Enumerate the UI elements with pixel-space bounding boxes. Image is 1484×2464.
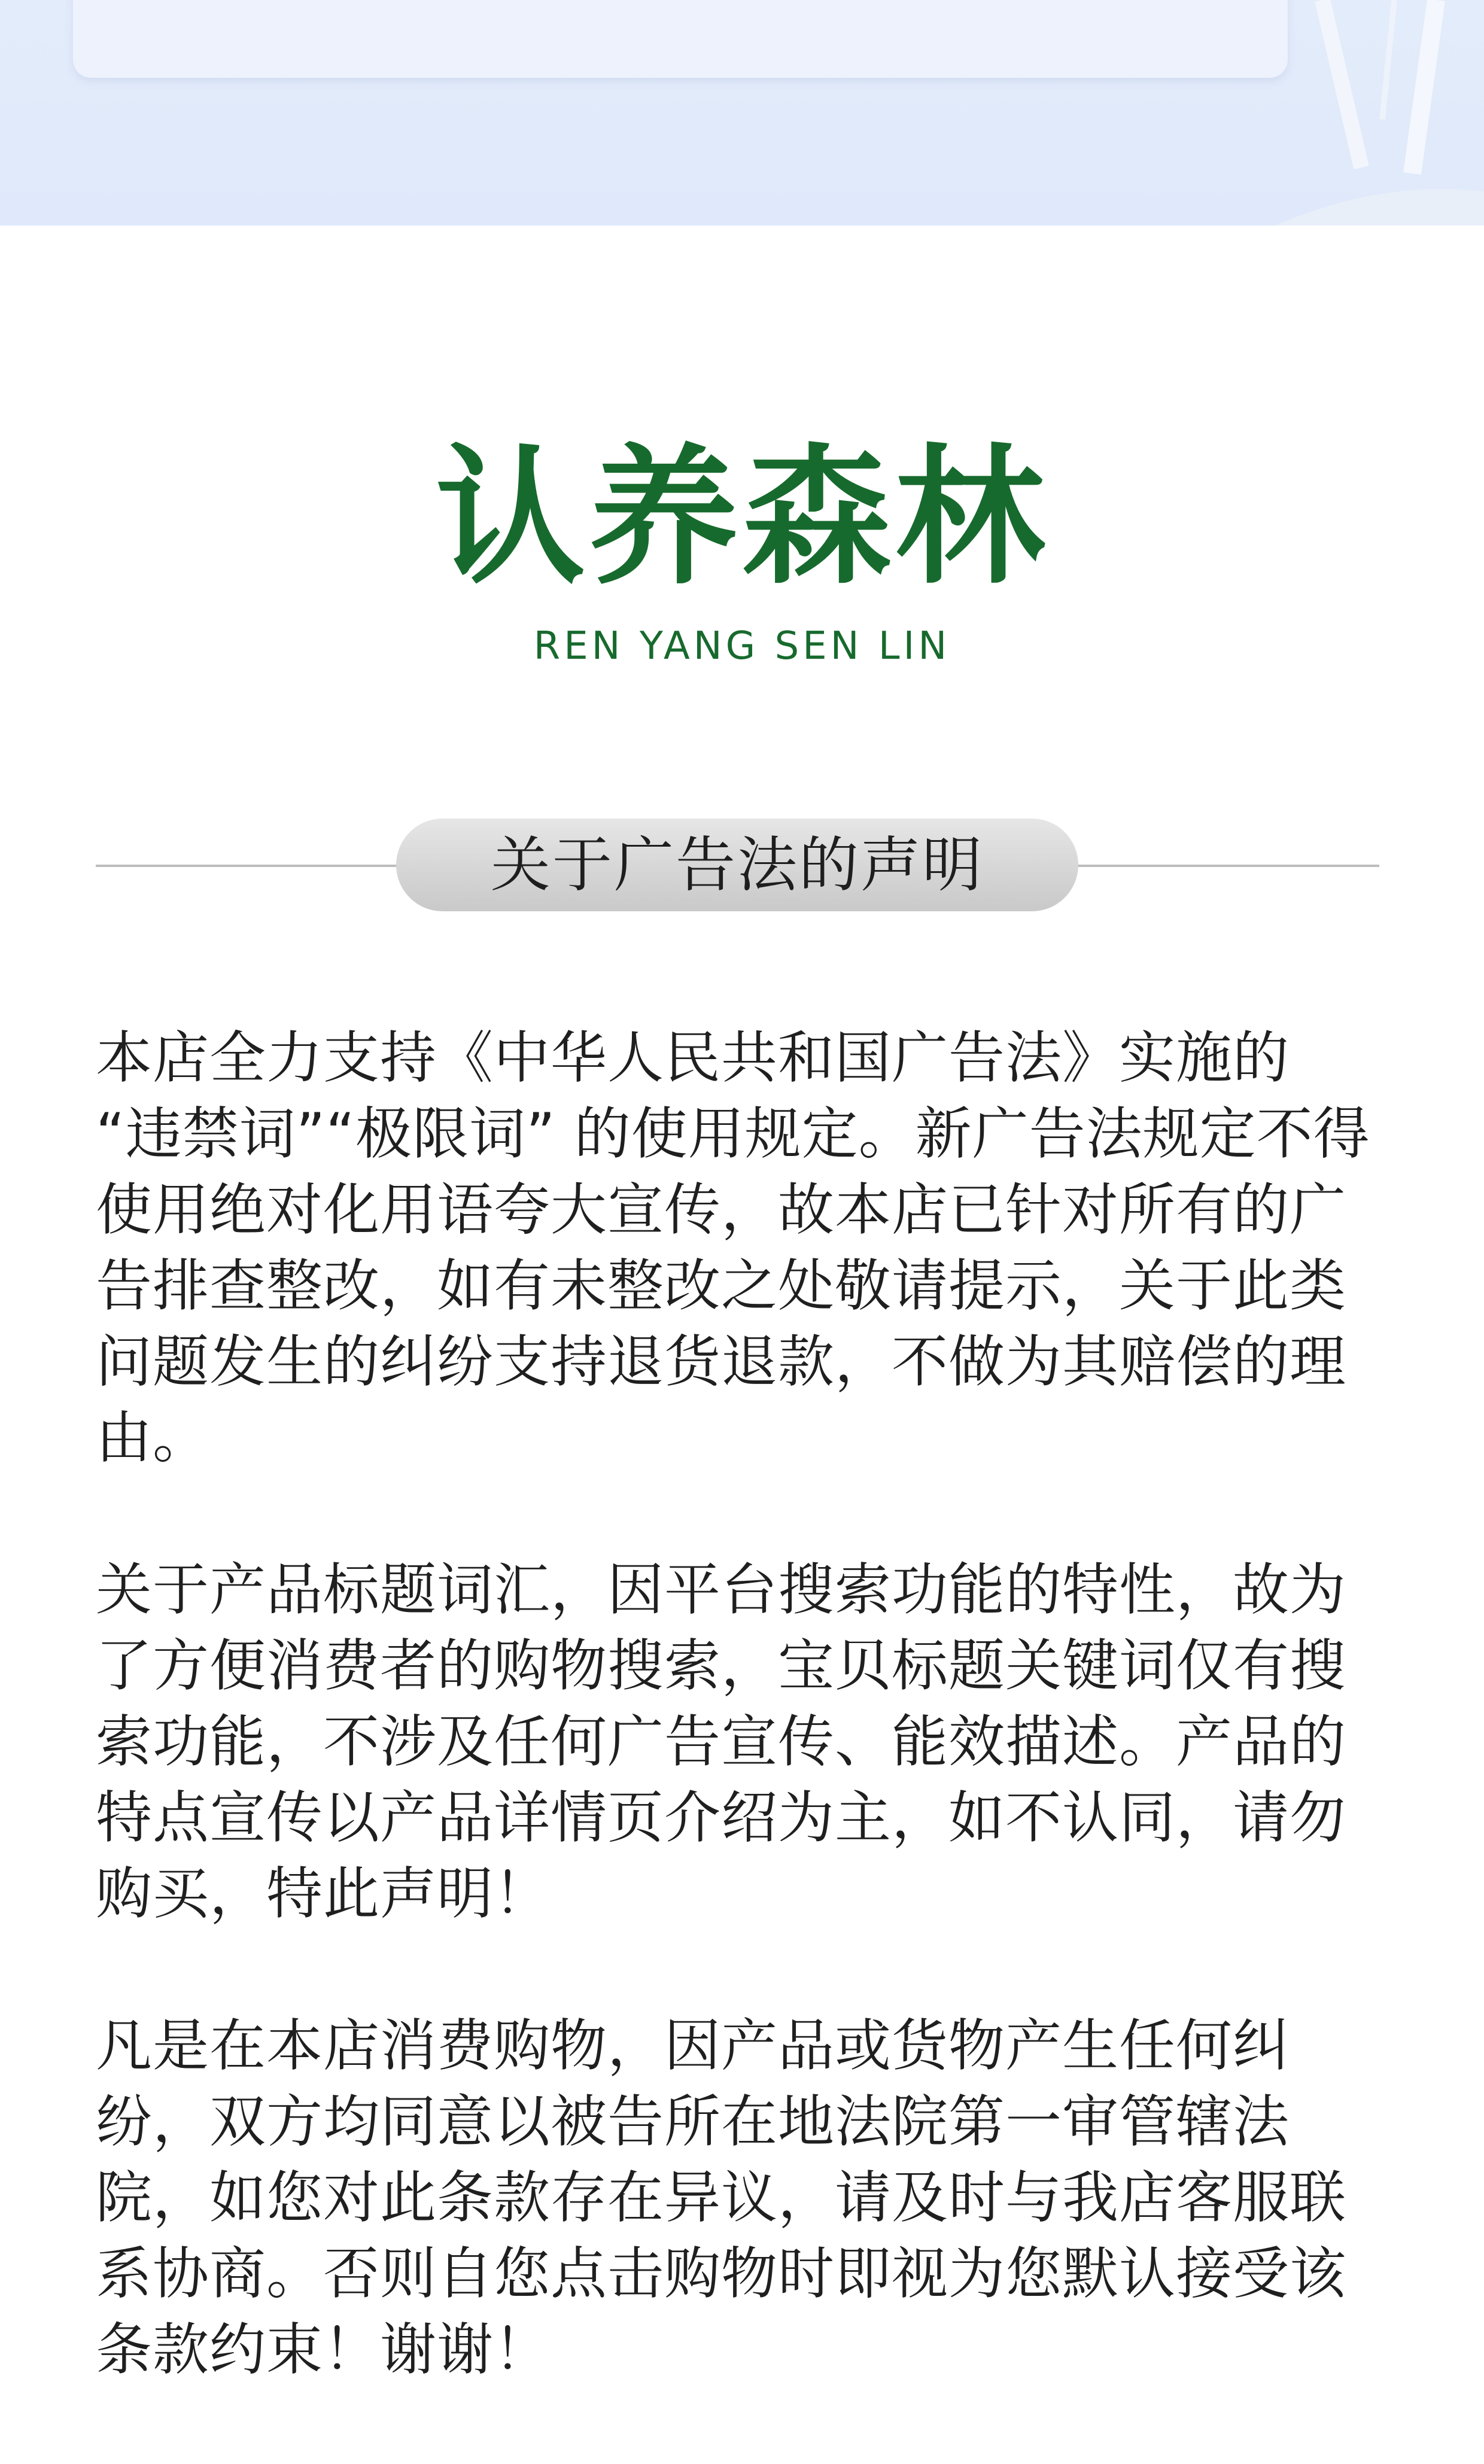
section-header <box>96 819 1379 911</box>
brand-name-en: REN YANG SEN LIN <box>533 624 951 668</box>
declaration-body <box>96 1020 1388 2464</box>
banner-decoration <box>1233 0 1484 226</box>
brand-logo <box>0 430 1484 668</box>
section-title: 关于广告法的声明 <box>396 819 1078 911</box>
banner-panel <box>73 0 1288 78</box>
top-banner <box>0 0 1484 226</box>
brand-name-cn: 认养森林 <box>436 430 1048 604</box>
paragraph-title-keywords: 关于产品标题词汇，因平台搜索功能的特性，故为了方便消费者的购物搜索，宝贝标题关键词仅有搜索功能，不涉及任何广告宣传、能效描述。产品的特点宣传以产品详情页介绍为主，如不认同，请勿购买，特此声明！ <box>96 1558 1347 1927</box>
paragraph-dispute-jurisdiction: 凡是在本店消费购物，因产品或货物产生任何纠纷，双方均同意以被告所在地法院第一审管辖法院，如您对此条款存在异议，请及时与我店客服联系协商。否则自您点击购物时即视为您默认接受该条款约束！谢谢！ <box>96 2013 1347 2383</box>
paragraph-advertising-law: 本店全力支持《中华人民共和国广告法》实施的 “违禁词”“极限词” 的使用规定。新广告法规定不得使用绝对化用语夸大宣传，故本店已针对所有的广告排查整改，如有未整改之处敬请提示，关于此类问题发生的纠纷支持退货退款，不做为其赔偿的理由。 <box>96 1026 1370 1471</box>
